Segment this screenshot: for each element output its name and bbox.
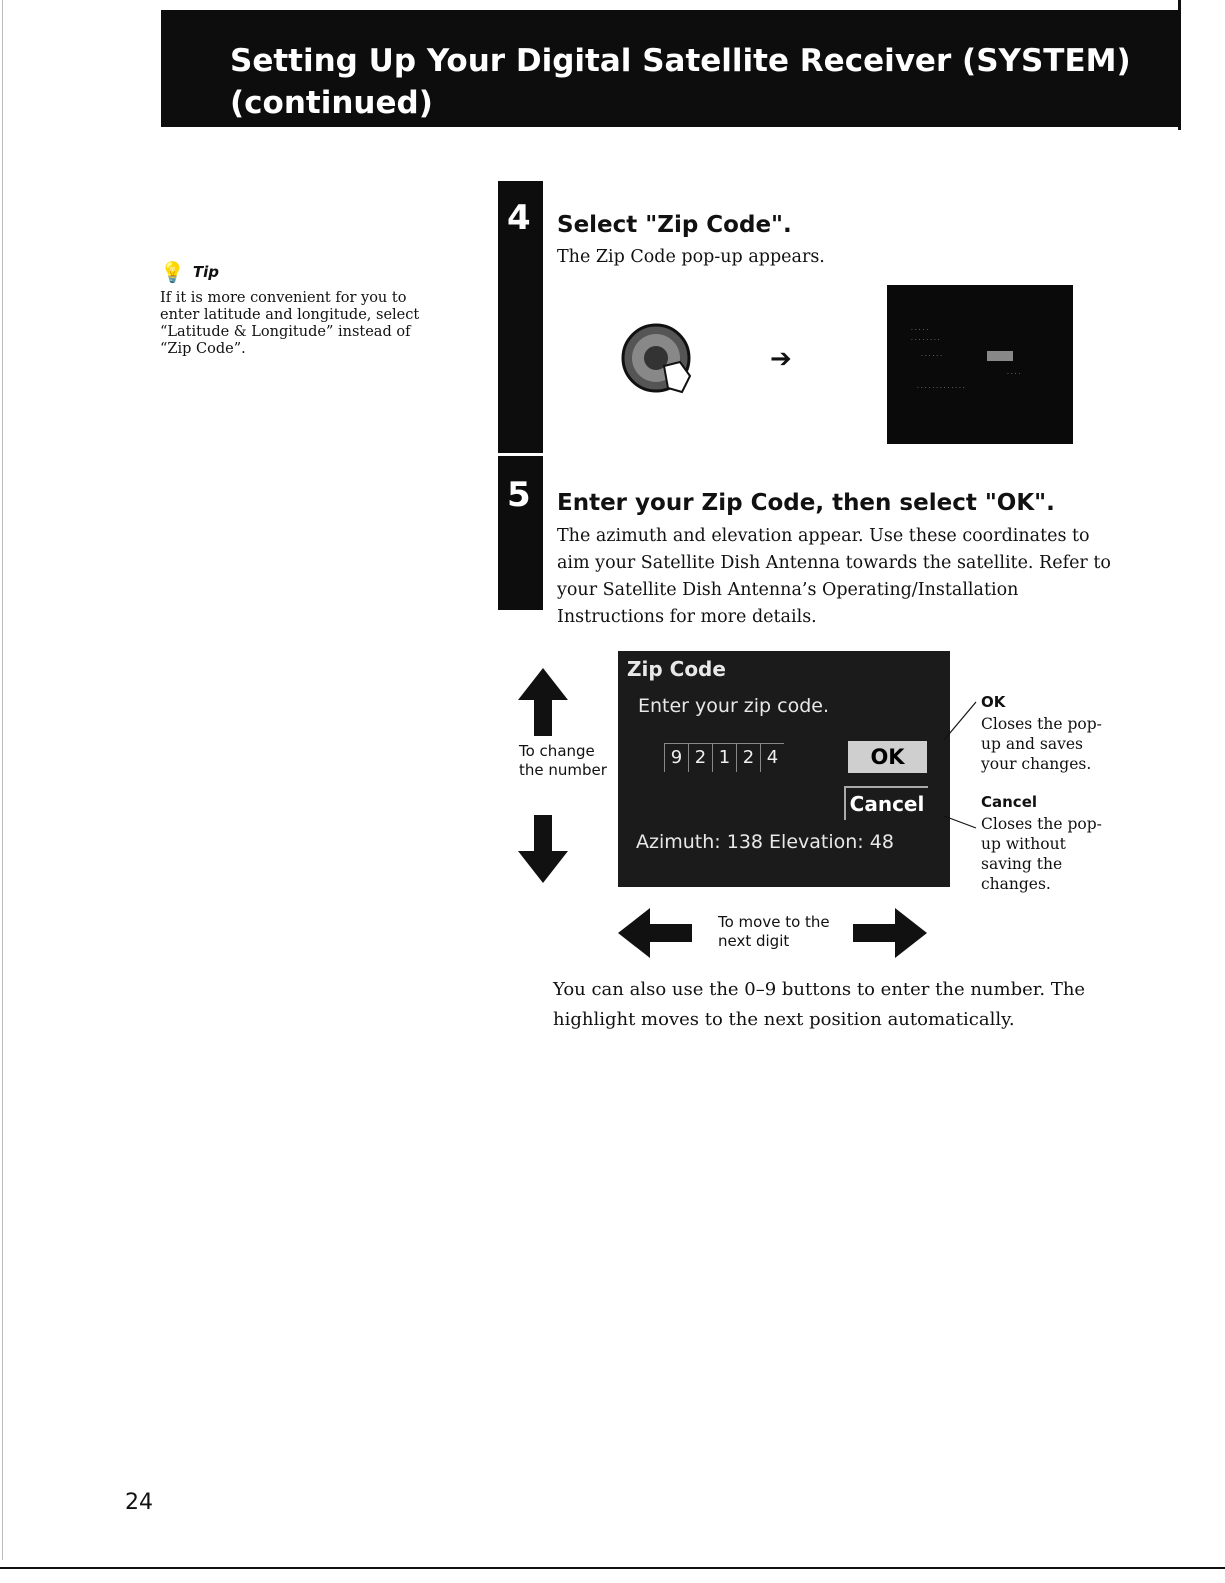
tip-label: Tip: [192, 263, 220, 281]
step-5-title: Enter your Zip Code, then select "OK".: [557, 490, 1055, 516]
step-5-body: The azimuth and elevation appear. Use these coordinates to aim your Satellite Dish Antenna towards the satellite. Refer to your Satellite Dish Antenna’s Operating/Installation Instructions for more details.: [557, 526, 1111, 627]
down-arrow-icon: [518, 815, 568, 883]
page-header: [161, 10, 1181, 127]
page-bottom-rule: [0, 1567, 1225, 1569]
ok-button[interactable]: OK: [848, 741, 927, 773]
step-5-number: 5: [507, 475, 531, 515]
zip-code-popup: [618, 651, 950, 887]
cancel-callout-text: Closes the pop-up without saving the changes.: [981, 815, 1102, 893]
step-4-number: 4: [507, 198, 531, 238]
page-number: 24: [125, 1490, 153, 1515]
step-4-body: The Zip Code pop-up appears.: [557, 247, 825, 267]
header-title-line1: Setting Up Your Digital Satellite Receiver (SYSTEM): [230, 43, 1131, 79]
zip-digit-5[interactable]: 4: [760, 743, 784, 772]
page-edge-line: [2, 0, 3, 1560]
zip-digit-fields: [664, 743, 784, 772]
zip-digit-3[interactable]: 1: [712, 743, 736, 772]
bottom-note: You can also use the 0–9 buttons to enter the number. The highlight moves to the next position automatically.: [553, 979, 1086, 1030]
tip-heading: [160, 262, 430, 282]
up-arrow-icon: [518, 668, 568, 736]
tip-box: [160, 262, 430, 358]
zip-code-popup-thumbnail: · · · · · · · · · · · · · · · · · · · · · · · · · · · · · · · · · · · ·: [887, 285, 1073, 444]
popup-title: Zip Code: [627, 657, 726, 681]
zip-digit-4[interactable]: 2: [736, 743, 760, 772]
arrow-right-icon: ➔: [770, 344, 792, 374]
lightbulb-icon: 💡: [160, 260, 185, 284]
zip-digit-2[interactable]: 2: [688, 743, 712, 772]
callout-lines: [940, 700, 980, 840]
remote-select-button-icon: [620, 322, 696, 398]
right-arrow-icon: [853, 908, 927, 958]
ok-callout-title: OK: [981, 693, 1006, 711]
tip-text: If it is more convenient for you to enter latitude and longitude, select “Latitude & Longitude” instead of “Zip Code”.: [160, 290, 420, 357]
cancel-button[interactable]: Cancel: [844, 786, 928, 820]
ok-callout-text: Closes the pop-up and saves your changes.: [981, 715, 1102, 773]
next-digit-label: To move to the next digit: [718, 913, 830, 950]
step-4-title: Select "Zip Code".: [557, 212, 792, 238]
left-arrow-icon: [618, 908, 692, 958]
popup-prompt: Enter your zip code.: [638, 695, 830, 717]
header-title-line2: (continued): [230, 85, 433, 121]
azimuth-elevation-readout: Azimuth: 138 Elevation: 48: [636, 831, 894, 853]
change-number-label: To change the number: [519, 742, 607, 779]
cancel-callout-title: Cancel: [981, 793, 1038, 811]
zip-digit-1[interactable]: 9: [664, 743, 688, 772]
